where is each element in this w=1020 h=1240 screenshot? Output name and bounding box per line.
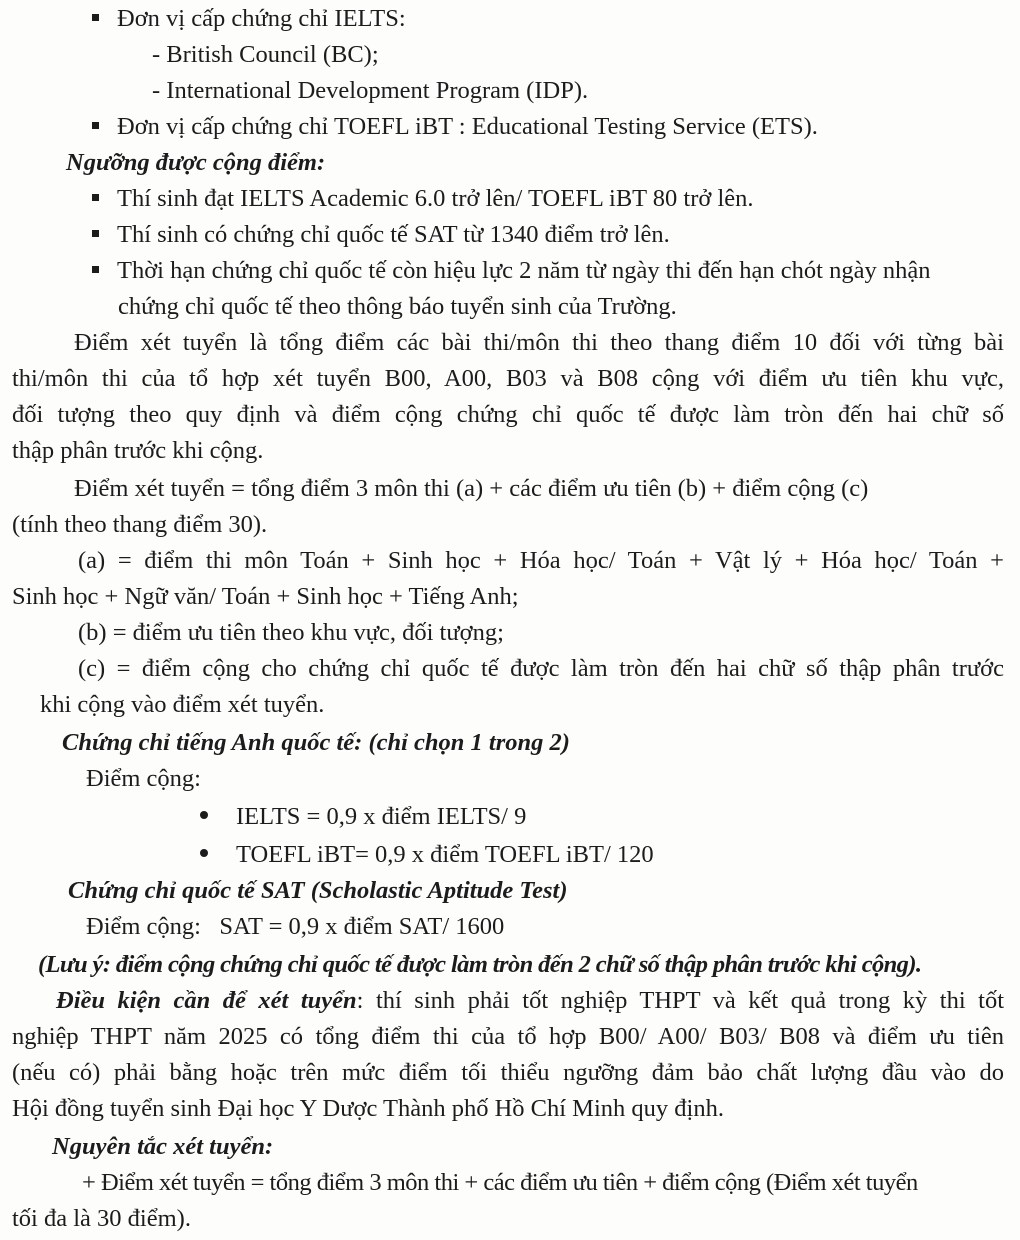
formula-c-line2: khi cộng vào điểm xét tuyển.	[40, 691, 325, 718]
formula-b: (b) = điểm ưu tiên theo khu vực, đối tượng;	[78, 619, 504, 646]
formula-line1: Điểm xét tuyển = tổng điểm 3 môn thi (a) + các điểm ưu tiên (b) + điểm cộng (c)	[74, 475, 869, 502]
formula-line2: (tính theo thang điểm 30).	[12, 511, 268, 538]
english-bonus-ielts: IELTS = 0,9 x điểm IELTS/ 9	[200, 802, 526, 832]
sat-bonus: Điểm cộng: SAT = 0,9 x điểm SAT/ 1600	[86, 913, 505, 940]
english-bonus-toefl: TOEFL iBT= 0,9 x điểm TOEFL iBT/ 120	[200, 840, 654, 870]
principle-line2: tối đa là 30 điểm).	[12, 1205, 191, 1232]
square-bullet-icon	[92, 230, 99, 237]
threshold-bullet-3: Thời hạn chứng chỉ quốc tế còn hiệu lực 2 năm từ ngày thi đến hạn chót ngày nhận	[92, 256, 930, 286]
square-bullet-icon	[92, 122, 99, 129]
square-bullet-icon	[92, 14, 99, 21]
para1-line1: Điểm xét tuyển là tổng điểm các bài thi/môn thi theo thang điểm 10 đối với từng bài	[74, 329, 1004, 356]
condition-heading: Điều kiện cần để xét tuyển	[56, 987, 357, 1014]
condition-line2: nghiệp THPT năm 2025 có tổng điểm thi của tổ hợp B00/ A00/ B03/ B08 và điểm ưu tiên	[12, 1023, 1004, 1050]
principle-heading: Nguyên tắc xét tuyển:	[52, 1133, 274, 1160]
threshold-bullet-3-cont: chứng chỉ quốc tế theo thông báo tuyển sinh của Trường.	[118, 293, 677, 320]
sat-heading: Chứng chỉ quốc tế SAT (Scholastic Aptitude Test)	[68, 877, 568, 904]
round-bullet-icon	[200, 811, 208, 819]
round-bullet-icon	[200, 849, 208, 857]
principle-line1: + Điểm xét tuyển = tổng điểm 3 môn thi + các điểm ưu tiên + điểm cộng (Điểm xét tuyển	[82, 1169, 918, 1196]
square-bullet-icon	[92, 266, 99, 273]
condition-line1: Điều kiện cần để xét tuyển: thí sinh phải tốt nghiệp THPT và kết quả trong kỳ thi tốt	[56, 987, 1005, 1014]
english-cert-heading: Chứng chỉ tiếng Anh quốc tế: (chỉ chọn 1 trong 2)	[62, 729, 570, 756]
para1-line4: thập phân trước khi cộng.	[12, 437, 264, 464]
condition-line4: Hội đồng tuyển sinh Đại học Y Dược Thành phố Hồ Chí Minh quy định.	[12, 1095, 724, 1122]
english-bonus-label: Điểm cộng:	[86, 765, 201, 792]
rounding-note: (Lưu ý: điểm cộng chứng chỉ quốc tế được làm tròn đến 2 chữ số thập phân trước khi cộng).	[38, 951, 922, 978]
threshold-bullet-1: Thí sinh đạt IELTS Academic 6.0 trở lên/ TOEFL iBT 80 trở lên.	[92, 184, 754, 214]
ielts-issuers-label: Đơn vị cấp chứng chỉ IELTS:	[117, 5, 406, 32]
para1-line3: đối tượng theo quy định và điểm cộng chứng chỉ quốc tế được làm tròn đến hai chữ số	[12, 401, 1004, 428]
bullet-ielts-issuers	[92, 4, 406, 34]
formula-a-line2: Sinh học + Ngữ văn/ Toán + Sinh học + Tiếng Anh;	[12, 583, 519, 610]
para1-line2: thi/môn thi của tổ hợp xét tuyển B00, A00, B03 và B08 cộng với điểm ưu tiên khu vực,	[12, 365, 1004, 392]
issuer-idp: - International Development Program (IDP).	[152, 77, 589, 104]
square-bullet-icon	[92, 194, 99, 201]
bullet-toefl-issuer	[92, 112, 818, 142]
formula-c-line1: (c) = điểm cộng cho chứng chỉ quốc tế được làm tròn đến hai chữ số thập phân trước	[78, 655, 1004, 682]
toefl-issuer-text: Đơn vị cấp chứng chỉ TOEFL iBT : Educational Testing Service (ETS).	[117, 113, 818, 140]
condition-line3: (nếu có) phải bằng hoặc trên mức điểm tối thiểu ngưỡng đảm bảo chất lượng đầu vào do	[12, 1059, 1004, 1086]
formula-a-line1: (a) = điểm thi môn Toán + Sinh học + Hóa học/ Toán + Vật lý + Hóa học/ Toán +	[78, 547, 1004, 574]
issuer-bc: - British Council (BC);	[152, 41, 379, 68]
threshold-bullet-2: Thí sinh có chứng chỉ quốc tế SAT từ 1340 điểm trở lên.	[92, 220, 670, 250]
threshold-heading: Ngưỡng được cộng điểm:	[66, 149, 326, 176]
